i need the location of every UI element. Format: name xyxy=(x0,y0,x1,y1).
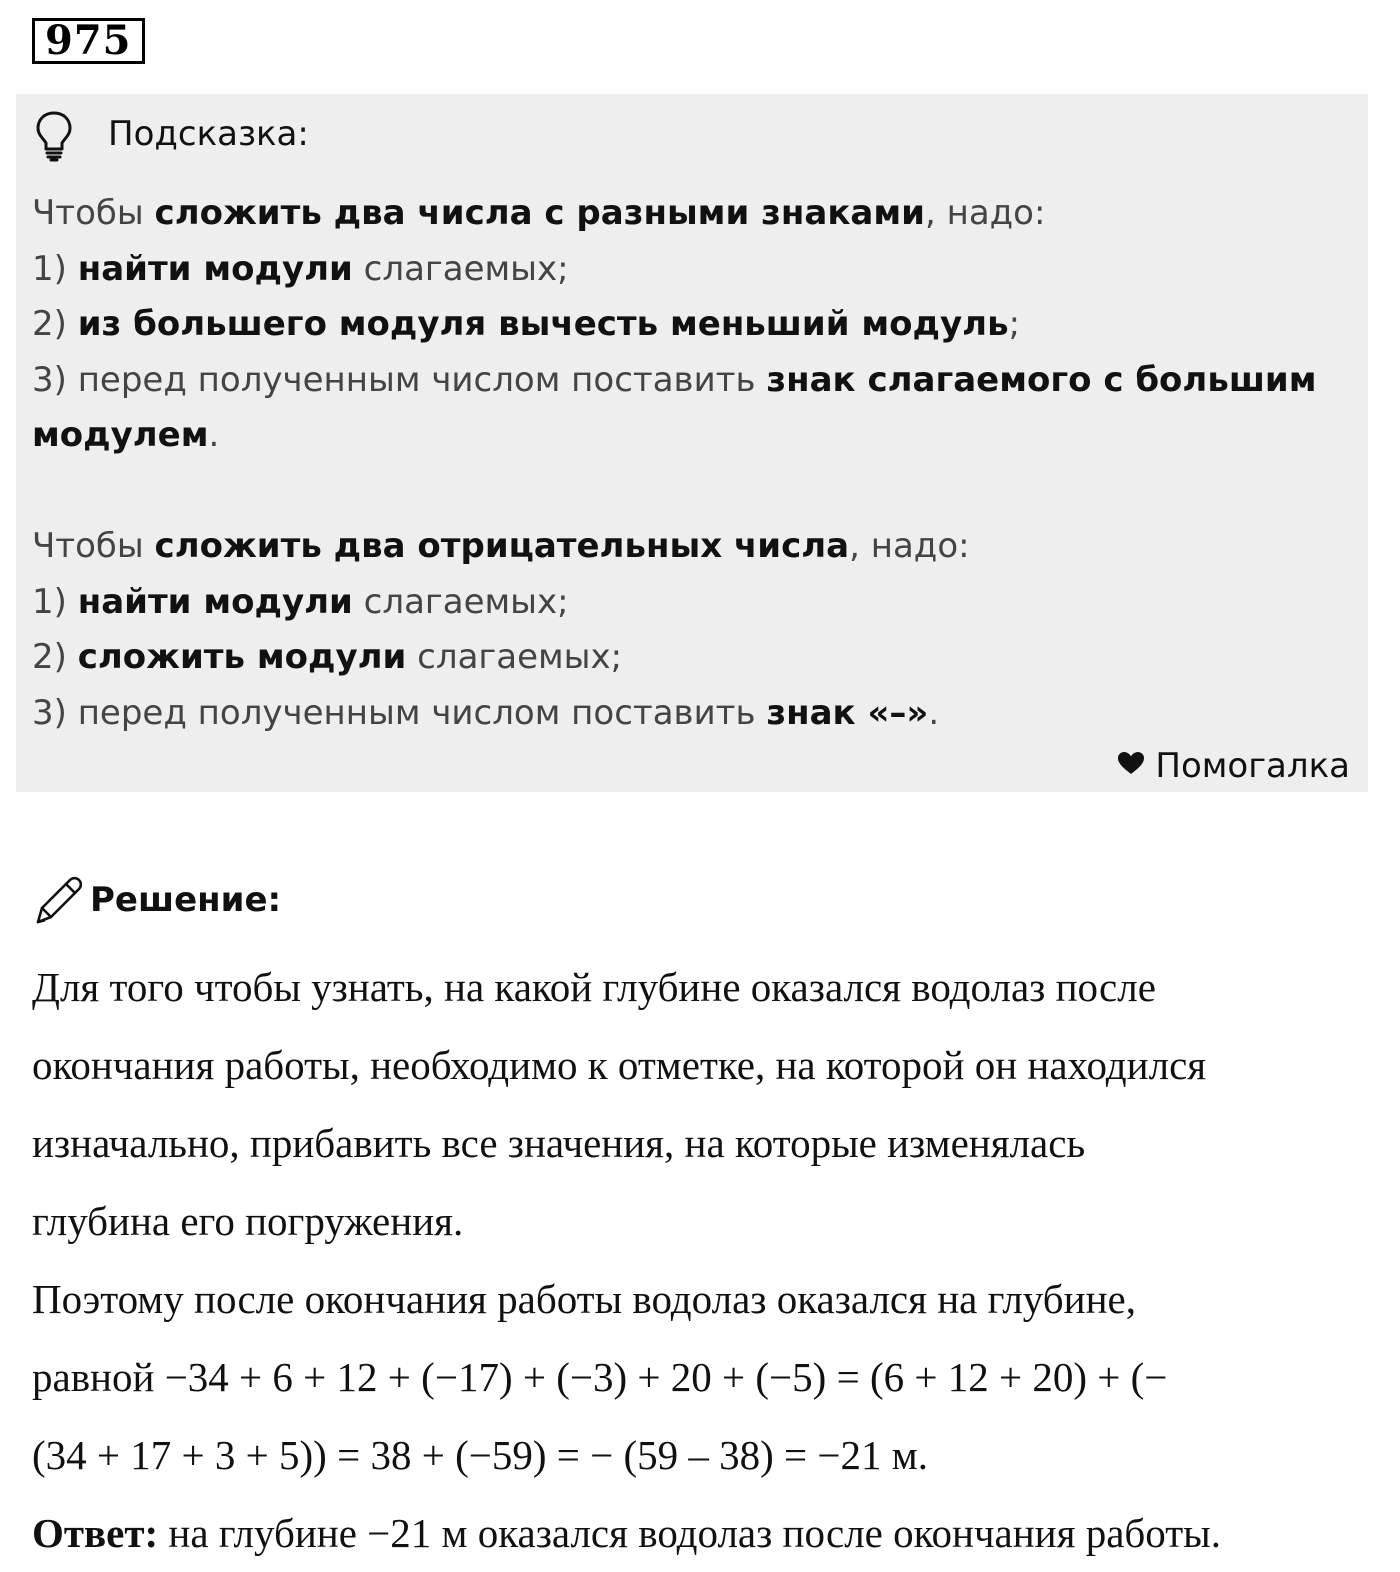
hint-bold-text: модулем xyxy=(32,415,209,455)
hint-text-run: 2) xyxy=(32,304,78,344)
hint-line xyxy=(32,686,1352,742)
hint-line xyxy=(32,630,1352,686)
heart-icon xyxy=(1117,751,1145,775)
solution-line: Для того чтобы узнать, на какой глубине оказался водолаз после xyxy=(32,964,1156,1010)
hint-title: Подсказка: xyxy=(108,114,309,154)
hint-text-run: . xyxy=(208,415,220,455)
hint-text-run: Чтобы xyxy=(32,526,155,566)
solution-line: окончания работы, необходимо к отметке, на которой он находился xyxy=(32,1042,1207,1088)
hint-line xyxy=(32,519,1352,575)
hint-text-run: , надо: xyxy=(924,193,1046,233)
hint-line xyxy=(32,408,1352,464)
hint-line xyxy=(32,353,1352,409)
task-number: 975 xyxy=(32,18,145,64)
answer-label: Ответ: xyxy=(32,1510,159,1556)
solution-line: глубина его погружения. xyxy=(32,1198,464,1244)
hint-line xyxy=(32,297,1352,353)
answer-text: на глубине −21 м оказался водолаз после окончания работы. xyxy=(158,1510,1221,1556)
credit-label: Помогалка xyxy=(1155,746,1350,786)
pencil-icon xyxy=(34,876,82,926)
hint-text-run: 1) xyxy=(32,581,78,622)
answer-line xyxy=(32,1494,1372,1572)
hint-text-run: слагаемых; xyxy=(352,581,569,622)
hint-line xyxy=(32,186,1352,242)
credit xyxy=(1117,746,1350,786)
hint-section-different-signs xyxy=(32,186,1352,464)
hint-text-run: 1) xyxy=(32,248,78,289)
hint-bold-text: из большего модуля вычесть меньший модуль xyxy=(77,304,1009,344)
solution-title: Решение: xyxy=(90,880,282,920)
hint-text-run: . xyxy=(928,692,940,733)
hint-bold-text: сложить два числа с разными знаками xyxy=(154,193,925,233)
solution-line: изначально, прибавить все значения, на которые изменялась xyxy=(32,1120,1086,1166)
hint-text-run: Чтобы xyxy=(32,193,155,233)
lightbulb-icon xyxy=(34,110,74,162)
hint-text-run: слагаемых; xyxy=(352,248,569,289)
hint-line xyxy=(32,242,1352,298)
hint-bold-text: знак слагаемого с большим xyxy=(766,359,1317,400)
hint-text-run: , надо: xyxy=(849,526,970,566)
hint-text-run: 3) перед полученным числом поставить xyxy=(32,359,767,400)
hint-text-run: 2) xyxy=(32,637,78,677)
hint-box xyxy=(16,94,1368,792)
solution-equation-line: равной −34 + 6 + 12 + (−17) + (−3) + 20 + (−5) = (6 + 12 + 20) + (− xyxy=(32,1354,1168,1400)
hint-bold-text: знак «–» xyxy=(766,692,929,733)
hint-text-run: 3) перед полученным числом поставить xyxy=(32,692,767,733)
hint-text-run: ; xyxy=(1008,304,1021,344)
hint-line xyxy=(32,575,1352,631)
hint-text xyxy=(32,186,1352,741)
hint-bold-text: найти модули xyxy=(77,248,353,289)
hint-bold-text: сложить два отрицательных числа xyxy=(154,526,850,566)
solution-body xyxy=(32,948,1372,1572)
solution-line: Поэтому после окончания работы водолаз оказался на глубине, xyxy=(32,1276,1136,1322)
hint-bold-text: сложить модули xyxy=(77,637,407,677)
hint-bold-text: найти модули xyxy=(77,581,353,622)
hint-spacer xyxy=(32,464,1352,520)
solution-equation-line: (34 + 17 + 3 + 5)) = 38 + (−59) = − (59 – 38) = −21 м. xyxy=(32,1432,928,1478)
hint-section-negative-numbers xyxy=(32,519,1352,741)
hint-text-run: слагаемых; xyxy=(406,637,623,677)
